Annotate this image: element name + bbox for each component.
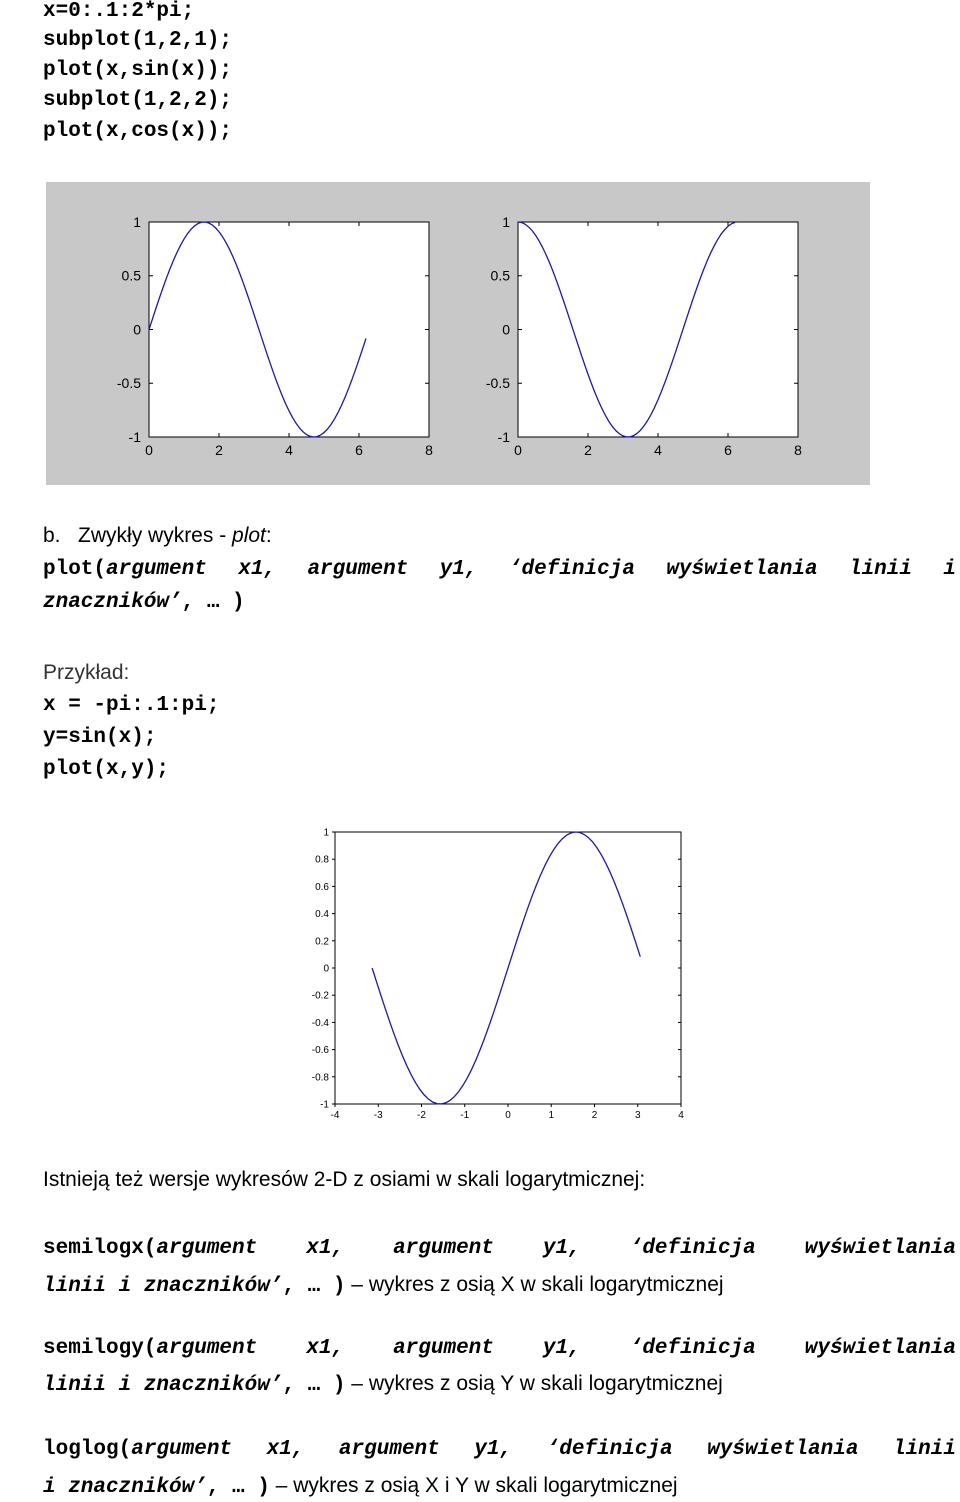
semilogx-args: argument x1, argument y1, ‘definicja wyświetlania (156, 1237, 956, 1260)
section-b-text: Zwykły wykres - (78, 524, 233, 547)
semilogx-line-1 (43, 1237, 956, 1261)
section-b-label: b. (43, 524, 61, 547)
loglog-line-1 (43, 1438, 956, 1462)
plot-syntax-line-1 (43, 558, 956, 582)
x-tick-label: 4 (285, 442, 293, 458)
section-b-italic: plot (232, 524, 266, 547)
y-tick-label: -0.4 (311, 1017, 329, 1029)
semilogx-args-cont: linii i znaczników’ (43, 1275, 283, 1298)
y-tick-label: -1 (497, 428, 510, 445)
x-tick-label: 8 (425, 442, 433, 458)
plot-area (518, 222, 798, 437)
semilogy-fn: semilogy( (43, 1337, 157, 1360)
y-tick-label: 0 (133, 321, 141, 338)
series-line (372, 832, 640, 1104)
plot-suffix: , … ) (181, 591, 245, 614)
loglog-line-2 (43, 1474, 678, 1500)
y-tick-label: 0.5 (121, 267, 141, 284)
x-tick-label: -2 (417, 1110, 426, 1121)
plot-syntax-line-2 (43, 591, 245, 615)
semilogy-suffix: , … ) (282, 1374, 346, 1397)
y-tick-label: -1 (320, 1099, 329, 1111)
x-tick-label: 0 (514, 442, 522, 458)
y-tick-label: 0.5 (490, 267, 510, 284)
x-tick-label: 8 (794, 442, 802, 458)
section-b-heading (43, 524, 272, 548)
y-tick-label: 0.4 (315, 909, 329, 921)
semilogy-args: argument x1, argument y1, ‘definicja wyświetlania (156, 1337, 956, 1360)
y-tick-label: -0.2 (311, 990, 329, 1002)
code-line-1: x=0:.1:2*pi; (43, 0, 195, 23)
loglog-suffix: , … ) (206, 1476, 270, 1499)
code-line-4: subplot(1,2,2); (43, 89, 233, 112)
y-tick-label: 1 (502, 213, 510, 230)
semilogx-line-2 (43, 1273, 724, 1299)
x-tick-label: 4 (678, 1110, 684, 1121)
loglog-desc: – wykres z osią X i Y w skali logarytmicznej (269, 1474, 678, 1497)
example-line-3: plot(x,y); (43, 758, 170, 781)
semilogx-fn: semilogx( (43, 1237, 157, 1260)
example-line-1: x = -pi:.1:pi; (43, 694, 220, 717)
plot-area (149, 222, 429, 437)
x-tick-label: -1 (460, 1110, 470, 1121)
x-tick-label: 0 (505, 1110, 511, 1121)
subplot-cos-chart (486, 214, 802, 458)
semilogy-desc: – wykres z osią Y w skali logarytmicznej (345, 1372, 723, 1395)
x-tick-label: 0 (145, 442, 153, 458)
log-intro: Istnieją też wersje wykresów 2-D z osiami w skali logarytmicznej: (43, 1168, 646, 1191)
y-tick-label: 1 (133, 213, 141, 230)
subplot-sin-chart (117, 214, 433, 458)
plot-args: argument x1, argument y1, ‘definicja wyświetlania linii i (106, 558, 956, 581)
semilogy-args-cont: linii i znaczników’ (43, 1374, 283, 1397)
code-line-2: subplot(1,2,1); (43, 29, 233, 52)
x-tick-label: 2 (591, 1110, 598, 1121)
example-label: Przykład: (43, 661, 130, 684)
y-tick-label: -1 (128, 428, 141, 445)
y-tick-label: 0.6 (315, 881, 329, 893)
example-line-2: y=sin(x); (43, 726, 157, 749)
y-tick-label: 0.8 (315, 854, 329, 866)
y-tick-label: 0 (502, 321, 510, 338)
y-tick-label: -0.5 (485, 375, 510, 392)
y-tick-label: 0 (323, 963, 329, 975)
x-tick-label: 1 (548, 1110, 555, 1121)
y-tick-label: -0.5 (116, 375, 141, 392)
sin-plot-figure (300, 822, 700, 1122)
x-tick-label: 2 (215, 442, 223, 458)
x-tick-label: 4 (654, 442, 662, 458)
y-tick-label: -0.8 (311, 1072, 329, 1084)
y-tick-label: 1 (323, 827, 329, 839)
plot-args-cont: znaczników’ (43, 591, 182, 614)
x-tick-label: -4 (330, 1110, 340, 1121)
code-line-3: plot(x,sin(x)); (43, 59, 233, 82)
x-tick-label: 3 (634, 1110, 641, 1121)
x-tick-label: 2 (584, 442, 592, 458)
x-tick-label: 6 (724, 442, 732, 458)
semilogy-line-1 (43, 1337, 956, 1361)
x-tick-label: 6 (355, 442, 363, 458)
semilogx-suffix: , … ) (282, 1275, 346, 1298)
y-tick-label: 0.2 (315, 936, 329, 948)
loglog-args-cont: i znaczników’ (43, 1476, 207, 1499)
x-tick-label: -3 (373, 1110, 383, 1121)
semilogx-desc: – wykres z osią X w skali logarytmicznej (345, 1273, 724, 1296)
subplot-figure (46, 182, 870, 485)
section-b-colon: : (265, 524, 272, 547)
y-tick-label: -0.6 (311, 1045, 329, 1057)
loglog-fn: loglog( (43, 1438, 132, 1461)
code-line-5: plot(x,cos(x)); (43, 120, 233, 143)
loglog-args: argument x1, argument y1, ‘definicja wyświetlania linii (131, 1438, 956, 1461)
sin-chart (312, 828, 684, 1122)
plot-fn: plot( (43, 558, 107, 581)
semilogy-line-2 (43, 1372, 723, 1398)
